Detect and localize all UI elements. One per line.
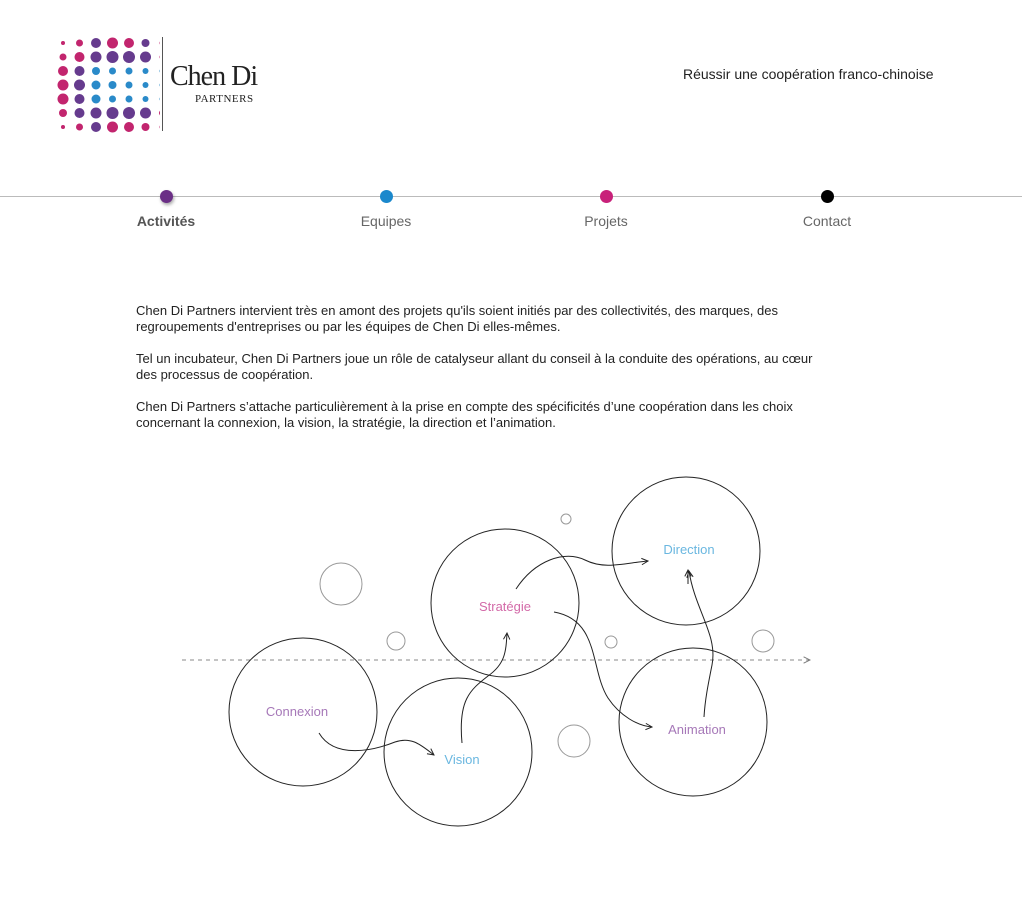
logo-dot: [159, 110, 160, 116]
logo-dot: [160, 97, 161, 102]
logo-dot: [59, 109, 67, 117]
logo-dot: [109, 68, 116, 75]
logo-dot: [107, 122, 118, 133]
logo-dot: [75, 108, 85, 118]
deco-circle: [605, 636, 617, 648]
logo-dot: [126, 82, 133, 89]
deco-circle: [387, 632, 405, 650]
arrow-direction-animation: [688, 570, 713, 717]
paragraph: Tel un incubateur, Chen Di Partners joue un rôle de catalyseur allant du conseil à la conduite des opérations, au cœur des processus de coopération.: [136, 351, 813, 382]
nav-label: Activités: [136, 213, 196, 229]
arrow-strategie-direction: [516, 556, 648, 589]
logo-dot: [107, 38, 118, 49]
node-label-strategie: Stratégie: [478, 599, 532, 614]
nav-dot: [380, 190, 393, 203]
logo-dot: [140, 108, 151, 119]
node-label-direction: Direction: [663, 542, 715, 557]
deco-circle: [561, 514, 571, 524]
logo[interactable]: [55, 35, 270, 135]
deco-circle: [558, 725, 590, 757]
logo-dot: [92, 95, 101, 104]
arrow-strategie-animation: [554, 612, 652, 727]
logo-dot: [160, 69, 161, 74]
logo-dot: [74, 80, 85, 91]
logo-dot: [91, 108, 102, 119]
logo-dot: [92, 67, 100, 75]
nav-dot: [600, 190, 613, 203]
logo-dot: [75, 94, 85, 104]
nav-item-equipes[interactable]: [326, 190, 446, 229]
logo-dots-icon: [55, 35, 160, 135]
logo-dot: [91, 122, 101, 132]
logo-dot: [76, 124, 83, 131]
logo-dot: [142, 39, 150, 47]
nav-label: Equipes: [360, 213, 412, 229]
nav-label: Projets: [584, 213, 628, 229]
paragraph: Chen Di Partners s’attache particulièrement à la prise en compte des spécificités d’une coopération dans les choix concernant la connexion, la vision, la stratégie, la direction et l’animation.: [136, 399, 793, 430]
logo-dot: [143, 96, 149, 102]
logo-dot: [76, 40, 83, 47]
logo-dot: [61, 41, 65, 45]
nav-label: Contact: [802, 213, 852, 229]
logo-dot: [143, 68, 149, 74]
nav-dot: [821, 190, 834, 203]
logo-dot: [126, 96, 133, 103]
logo-dot: [160, 125, 161, 130]
node-label-animation: Animation: [668, 722, 726, 737]
logo-dot: [124, 122, 134, 132]
logo-dot: [109, 96, 116, 103]
logo-name: Chen Di: [170, 61, 258, 92]
node-label-connexion: Connexion: [265, 704, 329, 719]
logo-dot: [123, 51, 135, 63]
logo-dot: [107, 107, 119, 119]
nav-item-activites[interactable]: [106, 190, 226, 229]
logo-dot: [142, 123, 150, 131]
logo-dot: [160, 55, 161, 60]
logo-dot: [123, 107, 135, 119]
tagline: Réussir une coopération franco-chinoise: [683, 66, 934, 82]
activities-text: [136, 303, 836, 447]
logo-dot: [75, 66, 85, 76]
logo-dot: [124, 38, 134, 48]
cooperation-diagram: [0, 460, 1022, 840]
logo-dot: [58, 94, 69, 105]
logo-dot: [109, 81, 117, 89]
arrow-connexion-vision: [319, 733, 434, 755]
node-label-vision: Vision: [444, 752, 480, 767]
paragraph: Chen Di Partners intervient très en amont des projets qu'ils soient initiés par des collectivités, des marques, des regroupements d'entreprises ou par les équipes de Chen Di elles-mêmes.: [136, 303, 778, 334]
logo-subtitle: PARTNERS: [195, 93, 254, 105]
logo-dot: [91, 52, 102, 63]
nav-item-projets[interactable]: [546, 190, 666, 229]
deco-circle: [320, 563, 362, 605]
logo-dot: [58, 66, 68, 76]
arrow-vision-strategie: [461, 633, 507, 743]
logo-dot: [75, 52, 85, 62]
logo-dot: [58, 80, 69, 91]
nav-item-contact[interactable]: [767, 190, 887, 229]
logo-dot: [91, 38, 101, 48]
logo-dot: [143, 82, 149, 88]
logo-dot: [61, 125, 65, 129]
logo-dot: [92, 81, 101, 90]
logo-dot: [160, 83, 161, 88]
logo-dot: [107, 51, 119, 63]
logo-divider: [162, 37, 163, 131]
logo-dot: [126, 68, 133, 75]
nav-dot: [160, 190, 173, 203]
deco-circle: [752, 630, 774, 652]
logo-dot: [160, 41, 161, 46]
logo-dot: [60, 54, 67, 61]
logo-dot: [140, 52, 151, 63]
